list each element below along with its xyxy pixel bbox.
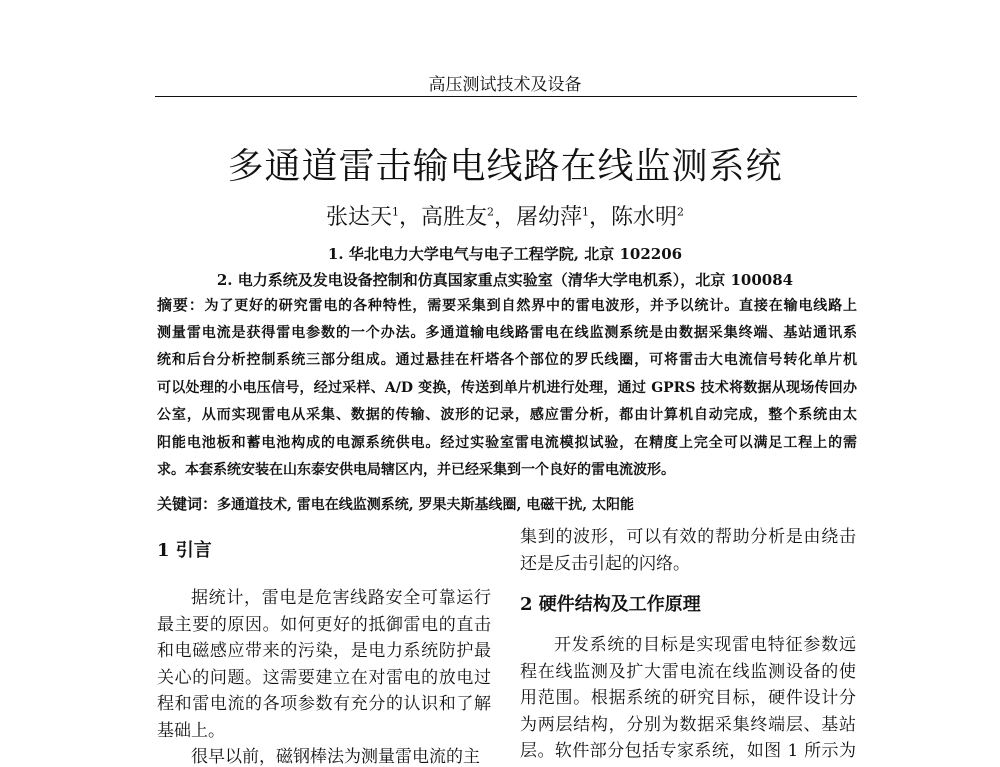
author-name: 高胜友 [420,205,487,230]
abstract-line [157,377,857,397]
body-text-line: 层。软件部分包括专家系统，如图 1 所示为 [520,741,856,761]
keywords-label: 关键词： [157,495,218,513]
body-text-line: 还是反击引起的闪络。 [520,554,690,574]
section-1-heading: 1 引言 [157,540,212,561]
body-text-line: 用范围。根据系统的研究目标，硬件设计分 [520,688,856,708]
abstract-line [157,404,857,424]
paper-title: 多通道雷击输电线路在线监测系统 [227,146,783,187]
author-affiliation-mark: 2 [486,205,494,219]
body-text-line: 程和雷电流的各项参数有充分的认识和了解 [157,694,491,714]
abstract-line [157,349,857,369]
author-affiliation-mark: 2 [677,205,685,219]
abstract-text: 公室，从而实现雷电从采集、数据的传输、波形的记录，感应雷分析，都由计算机自动完成，整个系统由太 [157,407,857,423]
body-text-line: 很早以前，磁钢棒法为测量雷电流的主 [191,747,480,767]
author [611,205,684,230]
keywords [157,493,634,514]
abstract-text: 可以处理的小电压信号，经过采样、A/D 变换，传送到单片机进行处理，通过 GPRS 技术将数据从现场传回办 [157,379,857,396]
abstract-text: 求。本套系统安装在山东泰安供电局辖区内，并已经采集到一个良好的雷电流波形。 [157,462,675,478]
affiliation-2: 2. 电力系统及发电设备控制和仿真国家重点实验室（清华大学电机系），北京 100084 [216,271,794,289]
abstract-text: 测量雷电流是获得雷电参数的一个办法。多通道输电线路雷电在线监测系统是由数据采集终端、基站通讯系 [157,324,857,341]
body-text-line: 开发系统的目标是实现雷电特征参数远 [554,635,856,655]
abstract-line [157,294,857,315]
author-name: 张达天 [325,205,392,230]
author-name: 屠幼萍 [516,205,583,230]
author [421,205,494,230]
author-list: 张达天$^1$，高胜友$^2$，屠幼萍$^1$，陈水明$^2$ [325,205,685,230]
body-text-line: 关心的问题。这需要建立在对雷电的放电过 [157,667,491,688]
abstract-label: 摘要： [157,296,205,314]
author-name: 陈水明 [611,205,678,230]
author-affiliation-mark: 1 [582,205,590,219]
abstract-text: 阳能电池板和蓄电池构成的电源系统供电。经过实验室雷电流模拟试验，在精度上完全可以满足工程上的需 [157,434,857,451]
body-text-line: 基础上。 [157,720,225,741]
journal-header: 高压测试技术及设备 [428,75,582,95]
abstract-line [157,432,857,452]
body-text-line: 最主要的原因。如何更好的抵御雷电的直击 [157,614,491,635]
abstract-text: 统和后台分析控制系统三部分组成。通过悬挂在杆塔各个部位的罗氏线圈，可将雷击大电流信号转化单片机 [157,352,857,368]
body-text-line: 据统计，雷电是危害线路安全可靠运行 [191,588,491,608]
body-text-line: 集到的波形，可以有效的帮助分析是由绕击 [520,527,856,547]
author-affiliation-mark: 1 [391,205,399,219]
abstract-line [157,322,857,342]
abstract-line [157,459,857,479]
author [516,205,589,230]
author [326,205,399,230]
body-text-line: 为两层结构，分别为数据采集终端层、基站 [520,714,856,735]
keywords-text: 多通道技术, 雷电在线监测系统, 罗果夫斯基线圈, 电磁干扰, 太阳能 [217,497,635,513]
abstract-text: 为了更好的研究雷电的各种特性，需要采集到自然界中的雷电波形，并予以统计。直接在输电线路上 [204,298,857,314]
header-rule [155,96,857,97]
body-text-line: 和电磁感应带来的污染，是电力系统防护最 [157,641,491,661]
affiliation-1: 1. 华北电力大学电气与电子工程学院, 北京 102206 [327,245,683,263]
section-2-heading: 2 硬件结构及工作原理 [520,594,701,615]
body-text-line: 程在线监测及扩大雷电流在线监测设备的使 [520,661,856,682]
